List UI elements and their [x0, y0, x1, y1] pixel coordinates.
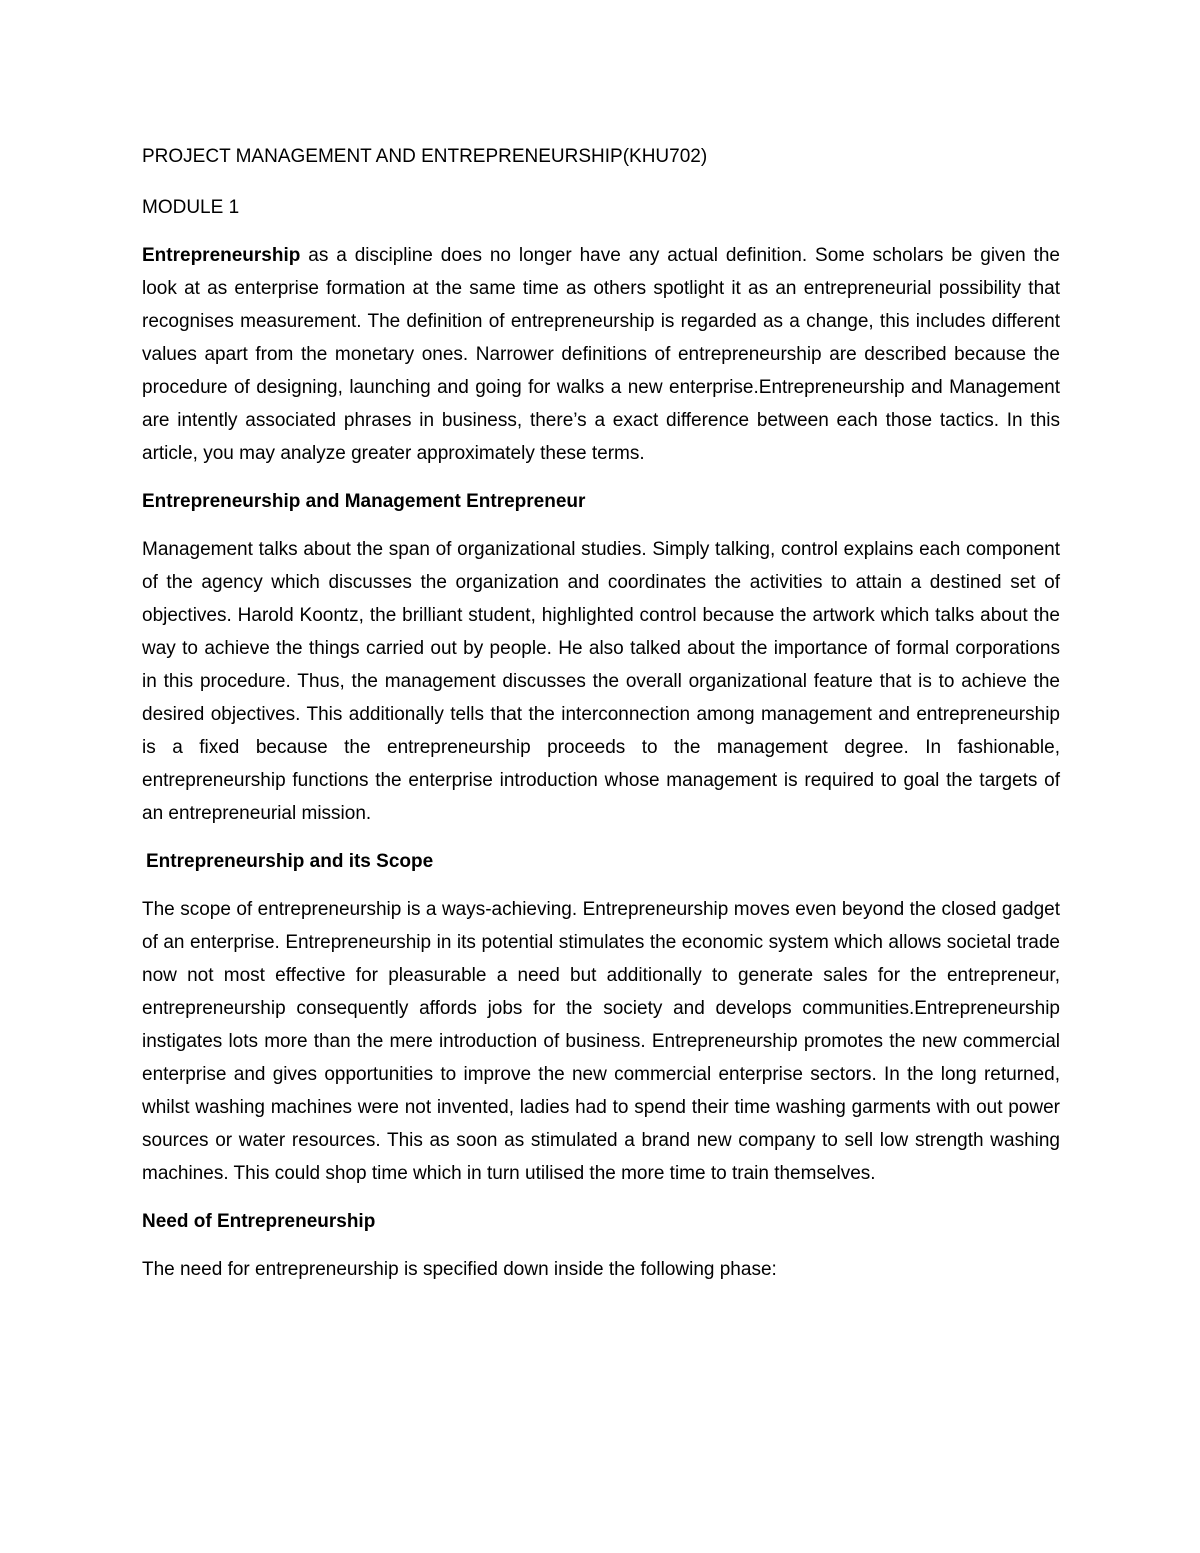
section-body-management: Management talks about the span of organizational studies. Simply talking, control explains each component of the agency which discusses the organization and coordinates the activities to attain a destined set of objectives. Harold Koontz, the brilliant student, highlighted control because the artwork which talks about the way to achieve the things carried out by people. He also talked about the importance of formal corporations in this procedure. Thus, the management discusses the overall organizational feature that is to achieve the desired objectives. This additionally tells that the interconnection among management and entrepreneurship is a fixed because the entrepreneurship proceeds to the management degree. In fashionable, entrepreneurship functions the enterprise introduction whose management is required to goal the targets of an entrepreneurial mission. [142, 539, 1060, 824]
section-heading-need: Need of Entrepreneurship [142, 1211, 376, 1232]
section-body-scope: The scope of entrepreneurship is a ways-achieving. Entrepreneurship moves even beyond the closed gadget of an enterprise. Entrepreneurship in its potential stimulates the economic system which allows societal trade now not most effective for pleasurable a need but additionally to generate sales for the entrepreneur, entrepreneurship consequently affords jobs for the society and develops communities.Entrepreneurship instigates lots more than the mere introduction of business. Entrepreneurship promotes the new commercial enterprise and gives opportunities to improve the new commercial enterprise sectors. In the long returned, whilst washing machines were not invented, ladies had to spend their time washing garments with out power sources or water resources. This as soon as stimulated a brand new company to sell low strength washing machines. This could shop time which in turn utilised the more time to train themselves. [142, 899, 1060, 1184]
document-title: PROJECT MANAGEMENT AND ENTREPRENEURSHIP(KHU702) [142, 146, 708, 167]
document-page [142, 140, 1060, 1301]
module-label: MODULE 1 [142, 197, 240, 218]
intro-paragraph [142, 239, 1060, 470]
intro-lead-term: Entrepreneurship [142, 245, 301, 266]
intro-text: as a discipline does no longer have any actual definition. Some scholars be given the look at as enterprise formation at the same time as others spotlight it as an entrepreneurial possibility that recognises measurement. The definition of entrepreneurship is regarded as a change, this includes different values apart from the monetary ones. Narrower definitions of entrepreneurship are described because the procedure of designing, launching and going for walks a new enterprise.Entrepreneurship and Management are intently associated phrases in business, there’s a exact difference between each those tactics. In this article, you may analyze greater approximately these terms. [142, 245, 1060, 464]
section-body-need: The need for entrepreneurship is specified down inside the following phase: [142, 1259, 777, 1280]
section-heading-scope: Entrepreneurship and its Scope [146, 851, 434, 872]
section-heading-management: Entrepreneurship and Management Entrepreneur [142, 491, 586, 512]
